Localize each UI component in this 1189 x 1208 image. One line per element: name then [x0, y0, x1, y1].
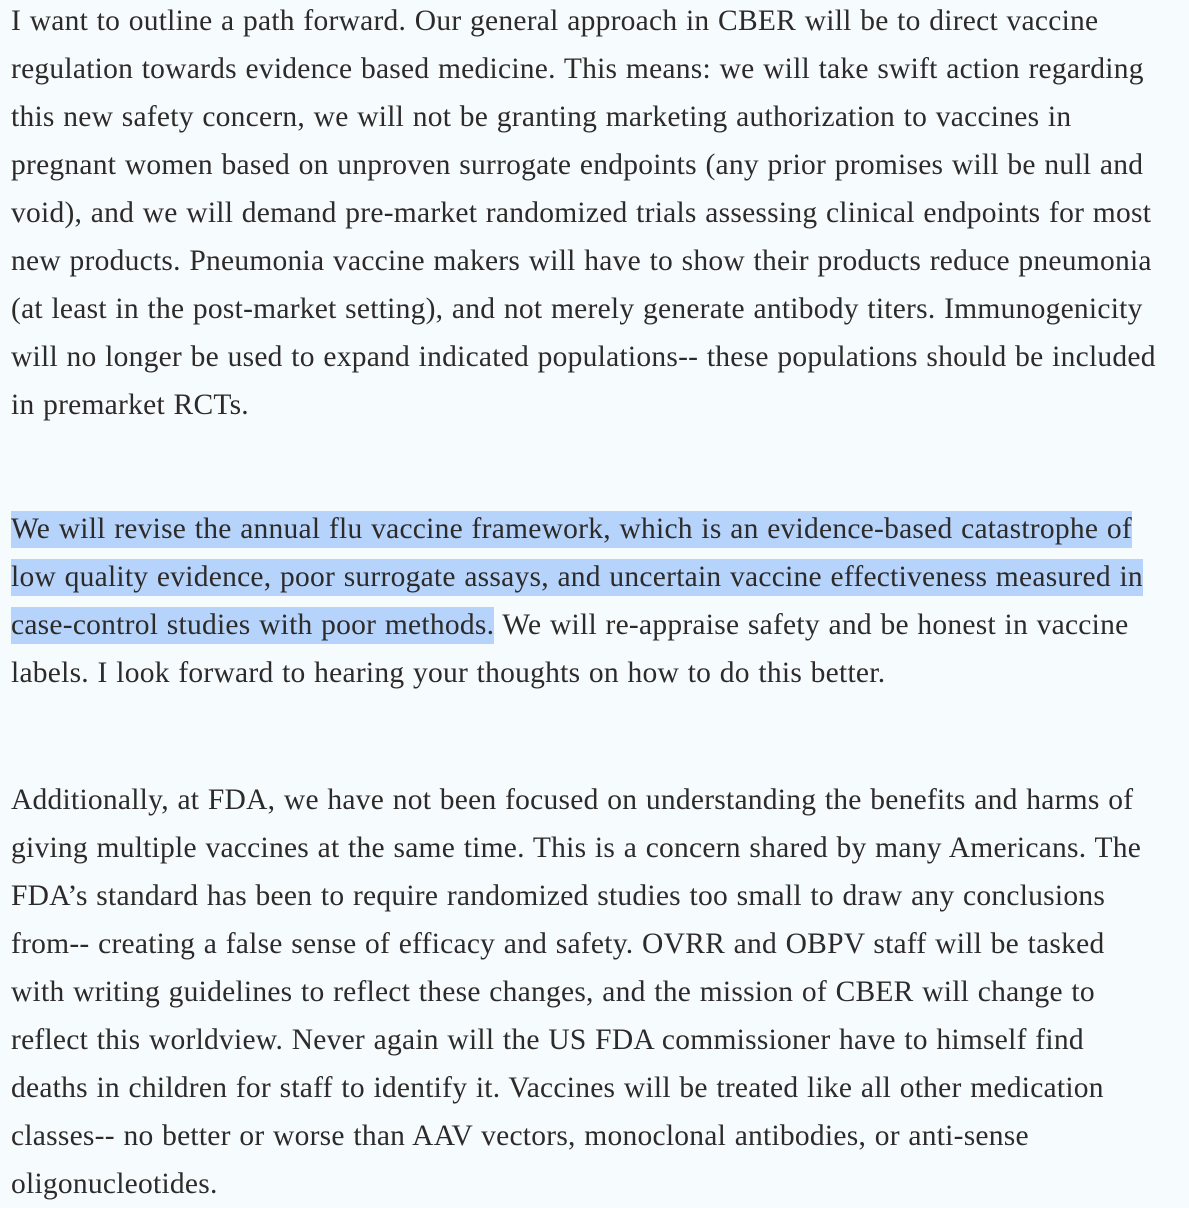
paragraph-flu-framework	[11, 505, 1161, 697]
paragraph-path-forward: I want to outline a path forward. Our general approach in CBER will be to direct vaccine regulation towards evidence based medicine. This means: we will take swift action regarding this new safety concern, we will not be granting marketing authorization to vaccines in pregnant women based on unproven surrogate endpoints (any prior promises will be null and void), and we will demand pre-market randomized trials assessing clinical endpoints for most new products. Pneumonia vaccine makers will have to show their products reduce pneumonia (at least in the post-market setting), and not merely generate antibody titers. Immunogenicity will no longer be used to expand indicated populations-- these populations should be included in premarket RCTs.	[11, 5, 1156, 421]
paragraph-flu-framework-rest: We will re-appraise safety and be honest in vaccine labels. I look forward to hearing your thoughts on how to do this better.	[11, 609, 1129, 689]
selected-text-highlight[interactable]: We will revise the annual flu vaccine framework, which is an evidence-based catastrophe of low quality evidence, poor surrogate assays, and uncertain vaccine effectiveness measured in case-control studies with poor methods.	[11, 511, 1143, 644]
paragraph-multiple-vaccines: Additionally, at FDA, we have not been focused on understanding the benefits and harms of giving multiple vaccines at the same time. This is a concern shared by many Americans. The FDA’s standard has been to require randomized studies too small to draw any conclusions from-- creating a false sense of efficacy and safety. OVRR and OBPV staff will be tasked with writing guidelines to reflect these changes, and the mission of CBER will change to reflect this worldview. Never again will the US FDA commissioner have to himself find deaths in children for staff to identify it. Vaccines will be treated like all other medication classes-- no better or worse than AAV vectors, monoclonal antibodies, or anti-sense oligonucleotides.	[11, 784, 1142, 1200]
